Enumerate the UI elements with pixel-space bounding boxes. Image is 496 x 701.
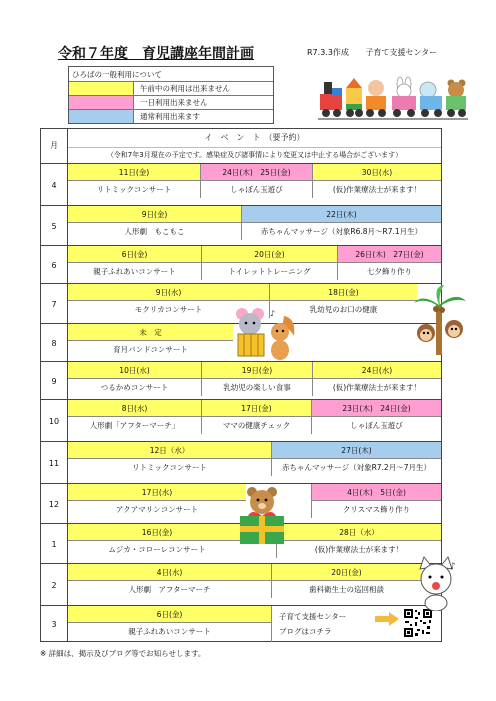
month-column-header: 月 [50,141,58,150]
event-date: 12日（水） [68,442,271,459]
month-label: 12 [48,499,60,509]
month-row-june [41,245,441,284]
event-date: 17日(金) [201,400,311,417]
event-title: 親子ふれあいコンサート [93,267,176,276]
event-date: 19日(金) [201,362,312,379]
event-date: 20日(金) [201,246,337,263]
legend-row-normal [69,109,273,123]
event-date: 22日(木) [241,206,441,223]
event-date: 18日(金) [269,284,417,301]
created-date: R7.3.3作成 [307,48,349,57]
event-title: モクリカコンサート [134,305,203,314]
bear-present-illustration [234,482,292,546]
month-label: 8 [51,338,57,348]
month-label: 11 [48,458,60,468]
month-label: 7 [51,299,57,309]
event-date: 未 定 [68,324,233,341]
legend-row-closed [69,95,273,109]
event-title: 人形劇「アフターマーチ」 [89,421,180,430]
blog-line-2: ブログはコチラ [279,627,332,636]
event-date: 24日(水) [312,362,441,379]
event-date: 27日(木) [271,442,441,459]
event-title: (仮)作業療法士が来ます！ [312,379,441,396]
event-title: しゃぼん玉遊び [311,417,441,434]
event-date: 16日(金) [68,524,246,541]
event-date: 9日(金) [68,206,241,223]
qr-code[interactable] [403,608,433,638]
event-title: アクアマリンコンサート [115,505,199,514]
event-title: しゃぼん玉遊び [200,181,312,198]
event-column-header: イ ベ ン ト （要予約） [68,129,441,148]
legend-text: 通常利用出来ます [140,112,200,121]
legend-swatch-yellow [69,82,134,95]
event-date: 20日(金) [271,564,421,581]
month-row-october [41,399,441,442]
month-row-march [41,605,441,642]
legend-swatch-blue [69,110,134,123]
event-title: (仮)作業療法士が来ます！ [276,541,441,558]
event-title: つるかめコンサート [100,383,169,392]
month-row-april [41,163,441,206]
event-date: 6日(金) [68,606,271,623]
svg-text:♪: ♪ [270,309,276,318]
event-title: 赤ちゃんマッサージ（対象R7.2月～7月生） [271,459,441,476]
event-title: (仮)作業療法士が来ます！ [312,181,441,198]
month-label: 1 [51,539,57,549]
event-date: 23日(木) 24日(金) [311,400,441,417]
event-title: 親子ふれあいコンサート [128,627,211,636]
blog-line-1: 子育て支援センター [279,612,347,621]
month-row-november [41,441,441,484]
event-date: 26日(木) 27日(金) [337,246,441,263]
month-label: 2 [51,580,57,590]
svg-text:♪: ♪ [450,562,456,572]
event-title: リトミックコンサート [96,185,172,194]
event-date: 4日(水) [68,564,271,581]
mouse-music-illustration [232,306,298,362]
month-label: 6 [51,260,57,270]
event-table [40,128,442,642]
organization-name: 子育て支援センター [365,48,438,57]
month-label: 10 [48,416,60,426]
legend-text: 一日利用出来ません [140,98,208,107]
month-row-may [41,205,441,246]
legend-swatch-pink [69,96,134,109]
legend-row-morning [69,81,273,95]
event-title: クリスマス飾り作り [311,501,441,518]
month-label: 5 [51,221,57,231]
event-date: 10日(水) [68,362,201,379]
event-title: トイレットトレーニング [201,263,337,280]
legend-box [68,66,274,124]
event-date: 30日(水) [312,164,441,181]
event-title: ママの健康チェック [201,417,311,434]
event-title: ムジカ・コローレコンサート [108,545,206,554]
month-label: 3 [51,619,57,629]
event-date: 6日(金) [68,246,201,263]
event-title: 育月バンドコンサート [113,345,188,354]
monkey-tree-illustration [412,285,468,357]
month-label: 4 [51,180,57,190]
event-date: 8日(水) [68,400,201,417]
legend-title: ひろばの一般利用について [72,70,162,79]
month-row-september [41,361,441,400]
cat-singing-illustration [410,555,462,611]
event-title: リトミックコンサート [132,463,207,472]
event-date: 17日(水) [68,484,246,501]
event-title: 乳幼児の楽しい食事 [201,379,312,396]
month-label: 9 [51,376,57,386]
blog-link-text[interactable] [279,609,346,639]
event-title: 乳幼児のお口の健康 [269,301,417,318]
event-date: 9日(水) [68,284,269,301]
page-title: 令和７年度 育児講座年間計画 [58,46,254,62]
event-title: 人形劇 アフターマーチ [128,585,211,594]
month-row-february [41,563,441,606]
event-date: 4日(木) 5日(金) [311,484,441,501]
train-illustration [318,74,468,122]
event-subheader: （令和7年3月現在の予定です。感染症及び諸事情により変更又は中止する場合がございます） [106,151,403,159]
header-meta [307,47,451,58]
event-title: 人形劇 もこもこ [124,227,185,236]
event-date: 28日（水） [276,524,441,541]
event-date: 11日(金) [68,164,200,181]
event-title: 歯科衛生士の巡回相談 [271,581,421,598]
footer-note: ※ 詳細は、掲示及びブログ等でお知らせします。 [40,649,206,658]
event-date: 24日(木) 25日(金) [200,164,312,181]
arrow-right-icon [375,612,399,626]
legend-text: 午前中の利用は出来ません [140,84,230,93]
event-title: 七夕飾り作り [337,263,441,280]
event-title: 赤ちゃんマッサージ（対象R6.8月～R7.1月生） [241,223,441,240]
